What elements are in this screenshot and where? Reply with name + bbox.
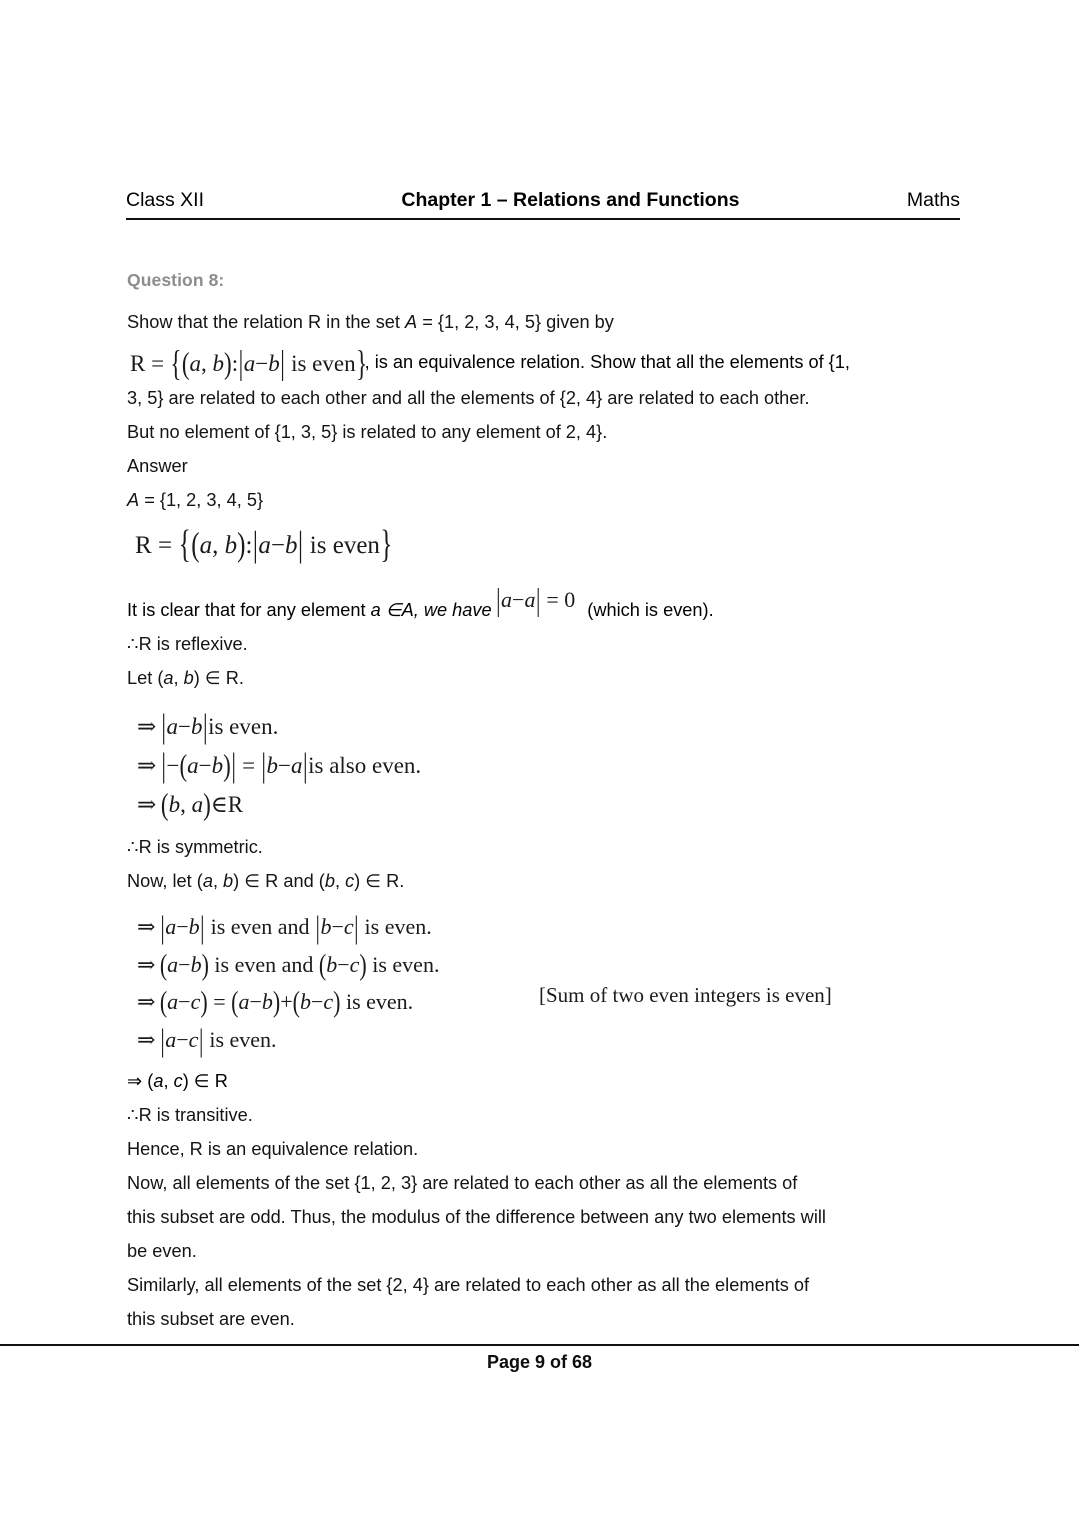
reflexive-membership: ∈A, we have xyxy=(380,600,492,620)
symmetry-proof-block xyxy=(137,707,967,824)
footer-divider xyxy=(0,1344,1079,1346)
answer-heading: Answer xyxy=(127,456,188,476)
reflexive-text-a: It is clear that for any element a ∈A, we have xyxy=(127,600,492,620)
question-text-a: Show that the relation R in the set xyxy=(127,312,406,332)
reflexive-text-b: (which is even). xyxy=(587,600,714,620)
equivalence-conclusion: Hence, R is an equivalence relation. xyxy=(127,1139,419,1159)
reflexive-element-a: a xyxy=(370,600,381,620)
reflexive-conclusion: ∴R is reflexive. xyxy=(127,634,248,654)
symmetry-step-1: ⇒ |a−b|is even. xyxy=(137,708,279,745)
question-statement-line-1 xyxy=(127,305,967,339)
trans-var-a: a xyxy=(153,1071,164,1091)
now-var-c: c xyxy=(345,871,355,891)
header-subject-label: Maths xyxy=(906,189,960,211)
explanation-paragraph-1-line-2: this subset are odd. Thus, the modulus of the difference between any two elements will xyxy=(127,1207,826,1227)
header-divider xyxy=(126,218,960,220)
symmetry-step-2: ⇒ |−(a−b)| = |b−a|is also even. xyxy=(137,747,422,784)
let-var-a: a xyxy=(163,668,174,688)
transitivity-proof-block xyxy=(137,908,967,1058)
reflexive-formula: |a−a| = 0 xyxy=(496,581,576,618)
transitivity-step-1: ⇒ |a−b| is even and |b−c| is even. xyxy=(137,908,432,945)
transitive-conclusion: ∴R is transitive. xyxy=(127,1105,253,1125)
set-a-symbol: A xyxy=(127,490,140,510)
header-chapter-title: Chapter 1 – Relations and Functions xyxy=(401,189,740,211)
question-formula-row xyxy=(127,339,967,381)
let-text-a: Let ( xyxy=(127,668,164,688)
answer-set-a-line xyxy=(127,483,967,517)
let-comma: , xyxy=(173,668,184,688)
question-text-b: = {1, 2, 3, 4, 5} given by xyxy=(417,312,614,332)
now-var-b2: b xyxy=(324,871,335,891)
relation-definition-formula-2: R = {(a, b):|a−b| is even} xyxy=(135,524,393,567)
set-a-value: = {1, 2, 3, 4, 5} xyxy=(139,490,264,510)
transitivity-step-5: ⇒ (a, c) ∈ R xyxy=(127,1071,228,1091)
page-content xyxy=(127,270,967,1336)
now-var-a: a xyxy=(202,871,213,891)
symmetry-step-3: ⇒ (b, a)∈R xyxy=(137,787,244,822)
symmetric-conclusion: ∴R is symmetric. xyxy=(127,837,263,857)
explanation-paragraph-2-line-2: this subset are even. xyxy=(127,1309,295,1329)
let-var-b: b xyxy=(183,668,194,688)
now-let-line: Now, let (a, b) ∈ R and (b, c) ∈ R. xyxy=(127,871,405,891)
let-text-b: ) ∈ R. xyxy=(193,668,244,688)
transitivity-step-2: ⇒ (a−b) is even and (b−c) is even. xyxy=(137,947,440,981)
header-class-label: Class XII xyxy=(126,189,205,211)
transitivity-step-4: ⇒ |a−c| is even. xyxy=(137,1020,277,1058)
reflexive-explanation-line xyxy=(127,581,967,627)
transitivity-step-3: ⇒ (a−c) = (a−b)+(b−c) is even. xyxy=(137,984,414,1019)
question-statement-line-4: But no element of {1, 3, 5} is related to any element of 2, 4}. xyxy=(127,422,608,442)
page-header xyxy=(126,190,960,211)
question-number-label: Question 8: xyxy=(127,270,225,290)
question-set-symbol: A xyxy=(405,312,418,332)
question-statement-line-2: , is an equivalence relation. Show that all the elements of {1, xyxy=(364,352,850,372)
now-var-b: b xyxy=(223,871,234,891)
let-pair-line xyxy=(127,661,967,695)
question-statement-line-3: 3, 5} are related to each other and all the elements of {2, 4} are related to each other. xyxy=(127,388,810,408)
explanation-paragraph-1-line-3: be even. xyxy=(127,1241,197,1261)
trans-var-c: c xyxy=(173,1071,183,1091)
page-number-footer: Page 9 of 68 xyxy=(486,1352,593,1372)
relation-definition-formula: R = {(a, b):|a−b| is even} xyxy=(130,343,368,383)
explanation-paragraph-1-line-1: Now, all elements of the set {1, 2, 3} are related to each other as all the elements of xyxy=(127,1173,798,1193)
transitivity-side-note: [Sum of two even integers is even] xyxy=(539,983,832,1007)
explanation-paragraph-2-line-1: Similarly, all elements of the set {2, 4} are related to each other as all the elements of xyxy=(127,1275,810,1295)
